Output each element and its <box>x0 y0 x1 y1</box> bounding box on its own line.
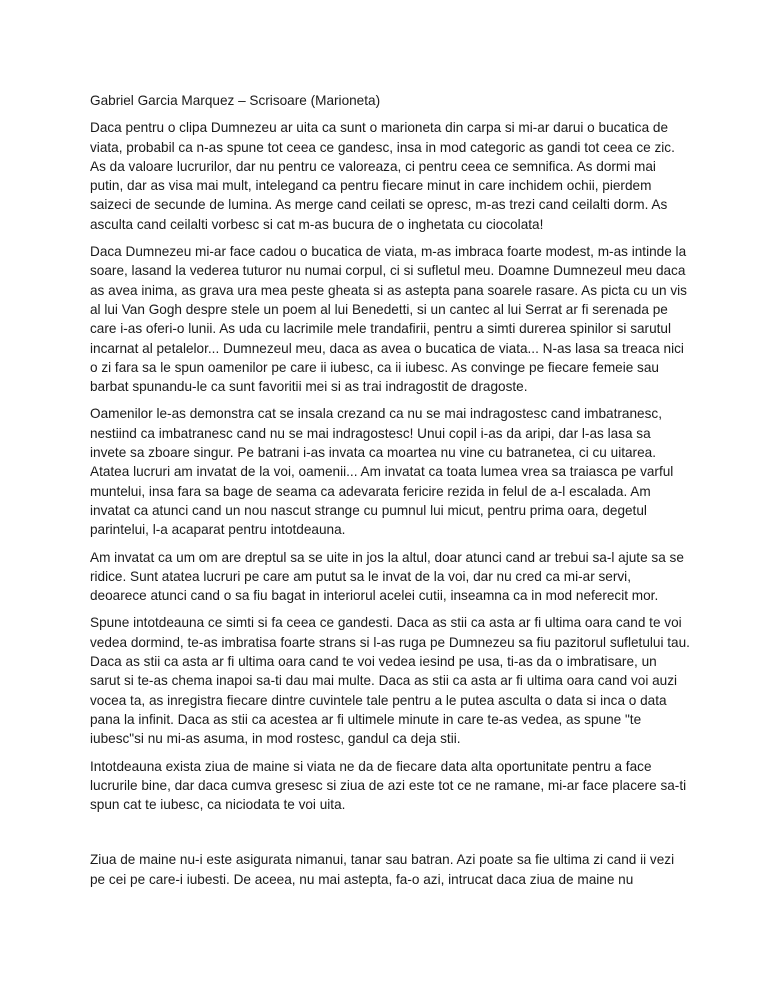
paragraph-3: Oamenilor le-as demonstra cat se insala crezand ca nu se mai indragostesc cand imbatranesc, nestiind ca imbatranesc cand nu se mai indragostesc! Unui copil i-as da aripi, dar l-as lasa sa invete sa zboare singur. Pe batrani i-as invata ca moartea nu vine cu batranetea, ci cu uitarea. Atatea lucruri am invatat de la voi, oamenii... Am invatat ca toata lumea vrea sa traiasca pe varful muntelui, insa fara sa bage de seama ca adevarata fericire rezida in felul de a-l escalada. Am invatat ca atunci cand un nou nascut strange cu pumnul lui micut, pentru prima oara, degetul parintelui, l-a acaparat pentru intotdeauna. <box>90 406 674 538</box>
paragraph-5: Spune intotdeauna ce simti si fa ceea ce gandesti. Daca as stii ca asta ar fi ultima oara cand te voi vedea dormind, te-as imbratisa foarte strans si l-as ruga pe Dumnezeu sa fiu pazitorul sufletului tau. Daca as stii ca asta ar fi ultima oara cand te voi vedea iesind pe usa, ti-as da o imbratisare, un sarut si te-as chema inapoi sa-ti dau mai multe. Daca as stii ca asta ar fi ultima oara cand voi auzi vocea ta, as inregistra fiecare dintre cuvintele tale pentru a le putea asculta o data si inca o data pana la infinit. Daca as stii ca acestea ar fi ultimele minute in care te-as vedea, as spune "te iubesc"si nu mi-as asuma, in mod rostesc, gandul ca deja stii. <box>90 615 690 747</box>
document-page <box>90 91 690 897</box>
paragraph-4: Am invatat ca um om are dreptul sa se uite in jos la altul, doar atunci cand ar trebui sa-l ajute sa se ridice. Sunt atatea lucruri pe care am putut sa le invat de la voi, dar nu cred ca mi-ar servi, deoarece atunci cand o sa fiu bagat in interiorul acelei cutii, inseamna ca in mod neferecit mor. <box>90 549 684 604</box>
document-title: Gabriel Garcia Marquez – Scrisoare (Marioneta) <box>90 93 381 108</box>
paragraph-2: Daca Dumnezeu mi-ar face cadou o bucatica de viata, m-as imbraca foarte modest, m-as intinde la soare, lasand la vederea tuturor nu numai corpul, ci si sufletul meu. Doamne Dumnezeul meu daca as avea inima, as grava ura mea peste gheata si as astepta pana soarele rasare. As picta cu un vis al lui Van Gogh despre stele un poem al lui Benedetti, si un cantec al lui Serrat ar fi serenada pe care i-as oferi-o lunii. As uda cu lacrimile mele trandafirii, pentru a simti durerea spinilor si sarutul incarnat al petalelor... Dumnezeul meu, daca as avea o bucatica de viata... N-as lasa sa treaca nici o zi fara sa le spun oamenilor pe care ii iubesc, ca ii iubesc. As convinge pe fiecare femeie sau barbat spunandu-le ca sunt favoritii mei si as trai indragostit de dragoste. <box>90 244 687 395</box>
paragraph-6: Intotdeauna exista ziua de maine si viata ne da de fiecare data alta oportunitate pentru a face lucrurile bine, dar daca cumva gresesc si ziua de azi este tot ce ne ramane, mi-ar face placere sa-ti spun cat te iubesc, ca niciodata te voi uita. <box>90 758 687 813</box>
paragraph-7: Ziua de maine nu-i este asigurata nimanui, tanar sau batran. Azi poate sa fie ultima zi cand ii vezi pe cei pe care-i iubesti. De aceea, nu mai astepta, fa-o azi, intrucat daca ziua de maine nu <box>90 852 675 887</box>
paragraph-1: Daca pentru o clipa Dumnezeu ar uita ca sunt o marioneta din carpa si mi-ar darui o bucatica de viata, probabil ca n-as spune tot ceea ce gandesc, insa in mod categoric as gandi tot ceea ce zic. As da valoare lucrurilor, dar nu pentru ce valoreaza, ci pentru ceea ce semnifica. As dormi mai putin, dar as visa mai mult, intelegand ca pentru fiecare minut in care inchidem ochii, pierdem saizeci de secunde de lumina. As merge cand ceilati se opresc, m-as trezi cand ceilalti dorm. As asculta cand ceilalti vorbesc si cat m-as bucura de o inghetata cu ciocolata! <box>90 120 675 232</box>
